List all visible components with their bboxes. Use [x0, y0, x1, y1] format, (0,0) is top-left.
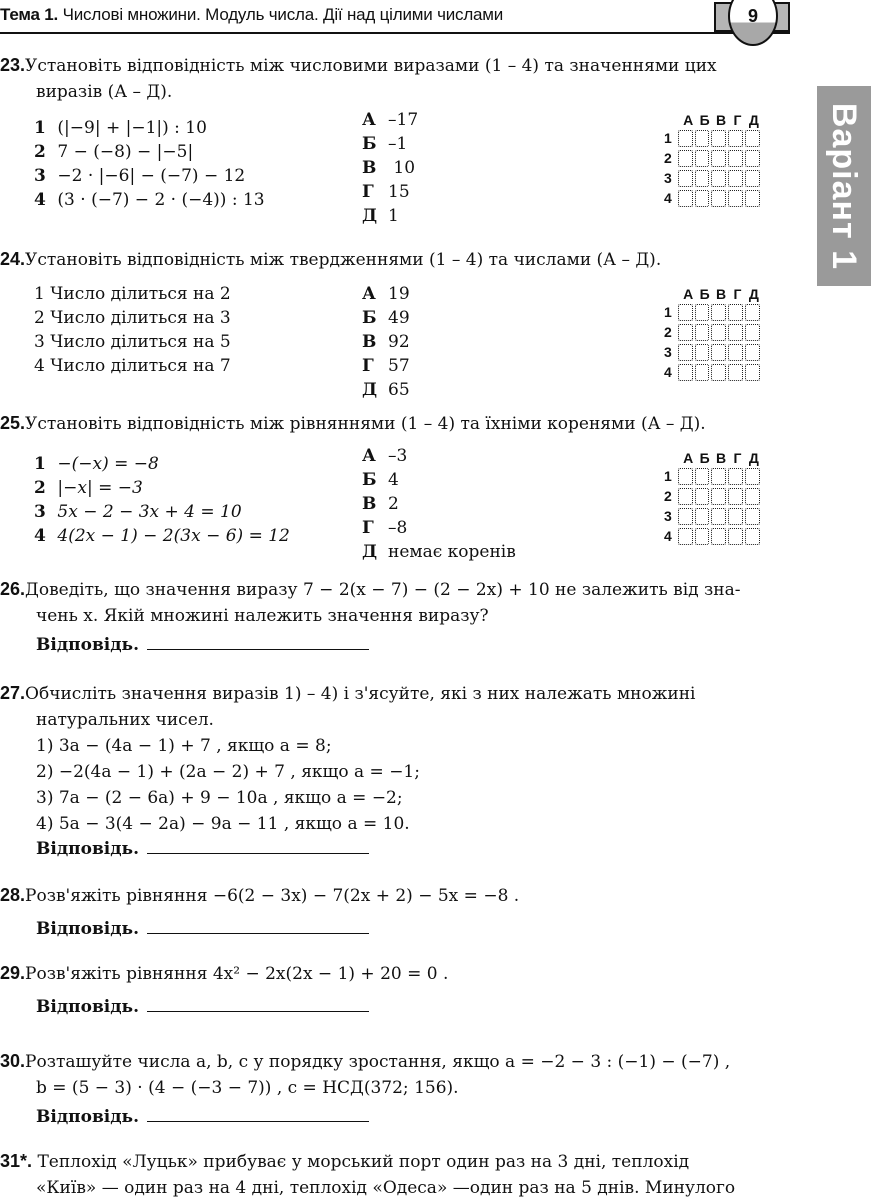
- answer-checkbox[interactable]: [678, 324, 693, 341]
- answer-grid-23: [662, 112, 762, 208]
- topic-title: Числові множини. Модуль числа. Дії над цілими числами: [62, 5, 504, 24]
- option-value: 65: [388, 380, 410, 400]
- grid-column-label: А: [683, 112, 694, 128]
- task-number: 28.: [0, 885, 26, 905]
- option-letter: В: [362, 332, 377, 352]
- item-text: (3 · (−7) − 2 · (−4)) : 13: [57, 190, 265, 210]
- task-text: Розв'яжіть рівняння 4x² − 2x(2x − 1) + 20 = 0 .: [25, 964, 449, 984]
- answer-checkbox[interactable]: [711, 150, 726, 167]
- list-item: [34, 330, 231, 354]
- item-number: 2: [34, 142, 46, 162]
- answer-checkbox[interactable]: [711, 344, 726, 361]
- grid-column-label: Г: [733, 286, 742, 302]
- option-value: 15: [388, 182, 410, 202]
- list-item: [34, 164, 265, 188]
- item-number: 1: [34, 284, 45, 304]
- grid-row-label: 4: [664, 364, 672, 380]
- option-letter: Д: [362, 380, 378, 400]
- option-letter: В: [362, 494, 377, 514]
- option-letter: А: [362, 446, 376, 466]
- list-item: [34, 282, 231, 306]
- answer-grid-25: [662, 450, 762, 546]
- task-31: [0, 1148, 800, 1200]
- answer-checkbox[interactable]: [711, 324, 726, 341]
- item-number: 4: [34, 190, 46, 210]
- task-24: [0, 246, 800, 273]
- answer-row-29: [36, 996, 369, 1017]
- page-header: [0, 0, 790, 34]
- answer-checkbox[interactable]: [728, 468, 743, 485]
- option: [362, 282, 410, 306]
- answer-checkbox[interactable]: [695, 468, 710, 485]
- answer-checkbox[interactable]: [728, 324, 743, 341]
- grid-row: [662, 526, 762, 546]
- answer-checkbox[interactable]: [728, 170, 743, 187]
- item-text: Число ділиться на 3: [50, 308, 231, 328]
- list-item: [34, 354, 231, 378]
- answer-row-26: [36, 634, 369, 655]
- answer-checkbox[interactable]: [711, 468, 726, 485]
- task-27-items: [0, 733, 800, 837]
- option-letter: В: [362, 158, 377, 178]
- answer-checkbox[interactable]: [695, 508, 710, 525]
- page-number: 9: [747, 6, 758, 26]
- option-value: 19: [388, 284, 410, 304]
- answer-checkbox[interactable]: [678, 304, 693, 321]
- answer-checkbox[interactable]: [728, 130, 743, 147]
- answer-checkbox[interactable]: [695, 130, 710, 147]
- grid-column-headers: [680, 450, 762, 466]
- answer-checkbox[interactable]: [695, 488, 710, 505]
- list-item: 1) 3a − (4a − 1) + 7 , якщо a = 8;: [36, 736, 332, 756]
- item-text: 7 − (−8) − |−5|: [57, 142, 194, 162]
- option-letter: Д: [362, 542, 378, 562]
- grid-row: [662, 506, 762, 526]
- item-text: 5x − 2 − 3x + 4 = 10: [57, 502, 242, 522]
- option-letter: Г: [362, 518, 374, 538]
- option: [362, 540, 516, 564]
- task-23-options: [362, 108, 418, 228]
- grid-row-label: 2: [664, 488, 672, 504]
- answer-checkbox[interactable]: [695, 304, 710, 321]
- task-number: 26.: [0, 579, 26, 599]
- item-number: 4: [34, 356, 45, 376]
- answer-checkbox[interactable]: [745, 344, 760, 361]
- grid-column-label: Г: [733, 112, 742, 128]
- grid-row-label: 2: [664, 150, 672, 166]
- task-23: [0, 52, 800, 105]
- task-number: 31*.: [0, 1151, 33, 1171]
- task-text: Установіть відповідність між рівняннями (1 – 4) та їхніми коренями (А – Д).: [25, 414, 706, 434]
- option-letter: Б: [362, 134, 377, 154]
- task-26: [0, 576, 800, 629]
- grid-column-label: Д: [748, 286, 759, 302]
- item-number: 1: [34, 118, 46, 138]
- answer-checkbox[interactable]: [728, 528, 743, 545]
- option: [362, 180, 418, 204]
- item-number: 3: [34, 332, 45, 352]
- answer-checkbox[interactable]: [711, 190, 726, 207]
- option-letter: Б: [362, 470, 377, 490]
- task-27: [0, 680, 800, 837]
- task-text: Доведіть, що значення виразу 7 − 2(x − 7) − (2 − 2x) + 10 не залежить від зна-: [25, 580, 741, 600]
- item-text: (|−9| + |−1|) : 10: [57, 118, 207, 138]
- answer-checkbox[interactable]: [728, 344, 743, 361]
- task-number: 23.: [0, 55, 26, 75]
- task-25: [0, 410, 800, 437]
- grid-column-headers: [680, 286, 762, 302]
- answer-row-28: [36, 918, 369, 939]
- grid-row: [662, 188, 762, 208]
- task-text: Установіть відповідність між числовими виразами (1 – 4) та значеннями цих: [25, 56, 717, 76]
- list-item: 2) −2(4a − 1) + (2a − 2) + 7 , якщо a = −1;: [36, 762, 420, 782]
- task-number: 25.: [0, 413, 26, 433]
- answer-row-30: [36, 1106, 369, 1127]
- answer-checkbox[interactable]: [678, 190, 693, 207]
- option-value: 4: [388, 470, 399, 490]
- option-letter: Г: [362, 356, 374, 376]
- grid-row: [662, 486, 762, 506]
- task-text: Розв'яжіть рівняння −6(2 − 3x) − 7(2x + 2) − 5x = −8 .: [25, 886, 520, 906]
- item-number: 2: [34, 478, 46, 498]
- item-text: −(−x) = −8: [57, 454, 159, 474]
- grid-column-label: А: [683, 450, 694, 466]
- task-text-cont: натуральних чисел.: [36, 710, 214, 730]
- grid-column-label: Д: [748, 112, 759, 128]
- grid-column-label: Д: [748, 450, 759, 466]
- answer-checkbox[interactable]: [745, 170, 760, 187]
- answer-checkbox[interactable]: [678, 468, 693, 485]
- item-text: Число ділиться на 2: [50, 284, 231, 304]
- task-29: [0, 960, 800, 987]
- answer-field[interactable]: [147, 996, 369, 1012]
- grid-row-label: 1: [664, 304, 672, 320]
- task-text-cont: «Київ» — один раз на 4 дні, теплохід «Одеса» —один раз на 5 днів. Минулого: [36, 1178, 736, 1198]
- grid-column-label: Б: [699, 112, 710, 128]
- task-text-cont: чень x. Якій множині належить значення виразу?: [36, 606, 489, 626]
- answer-checkbox[interactable]: [678, 150, 693, 167]
- option-value: –17: [388, 110, 419, 130]
- item-text: |−x| = −3: [57, 478, 143, 498]
- grid-row-label: 3: [664, 508, 672, 524]
- variant-label: Варіант 1: [825, 102, 864, 270]
- answer-checkbox[interactable]: [728, 150, 743, 167]
- grid-row: [662, 128, 762, 148]
- task-30: [0, 1048, 800, 1101]
- item-number: 3: [34, 502, 46, 522]
- answer-label: Відповідь.: [36, 635, 139, 655]
- item-number: 2: [34, 308, 45, 328]
- list-item: [34, 140, 265, 164]
- option-value: 10: [388, 158, 416, 178]
- answer-checkbox[interactable]: [695, 324, 710, 341]
- list-item: 4) 5a − 3(4 − 2a) − 9a − 11 , якщо a = 10.: [36, 814, 410, 834]
- grid-column-label: В: [715, 112, 727, 128]
- answer-checkbox[interactable]: [695, 170, 710, 187]
- task-28: [0, 882, 800, 909]
- grid-row-label: 3: [664, 170, 672, 186]
- topic-heading: [0, 5, 503, 25]
- option: [362, 132, 418, 156]
- grid-row-label: 4: [664, 528, 672, 544]
- grid-row: [662, 322, 762, 342]
- option-value: –1: [388, 134, 408, 154]
- grid-row: [662, 362, 762, 382]
- task-text-cont: b = (5 − 3) · (4 − (−3 − 7)) , c = НСД(372; 156).: [36, 1078, 459, 1098]
- grid-row-label: 1: [664, 468, 672, 484]
- option: [362, 444, 516, 468]
- grid-row: [662, 148, 762, 168]
- grid-column-headers: [680, 112, 762, 128]
- answer-checkbox[interactable]: [745, 150, 760, 167]
- answer-checkbox[interactable]: [678, 364, 693, 381]
- task-24-items: [34, 282, 231, 378]
- answer-checkbox[interactable]: [745, 304, 760, 321]
- item-text: Число ділиться на 7: [50, 356, 231, 376]
- option: [362, 108, 418, 132]
- task-text-cont: виразів (А – Д).: [36, 82, 173, 102]
- answer-field[interactable]: [147, 1106, 369, 1122]
- grid-row-label: 3: [664, 344, 672, 360]
- option-value: –3: [388, 446, 408, 466]
- grid-column-label: В: [715, 450, 727, 466]
- grid-row: [662, 302, 762, 322]
- option: [362, 492, 516, 516]
- answer-checkbox[interactable]: [695, 528, 710, 545]
- option-value: –8: [388, 518, 408, 538]
- list-item: [34, 500, 290, 524]
- answer-label: Відповідь.: [36, 839, 139, 859]
- answer-checkbox[interactable]: [745, 324, 760, 341]
- answer-checkbox[interactable]: [678, 528, 693, 545]
- task-text: Теплохід «Луцьк» прибуває у морський порт один раз на 3 дні, теплохід: [37, 1152, 690, 1172]
- task-number: 30.: [0, 1051, 26, 1071]
- option: [362, 516, 516, 540]
- task-24-options: [362, 282, 410, 402]
- answer-checkbox[interactable]: [695, 344, 710, 361]
- option: [362, 354, 410, 378]
- answer-checkbox[interactable]: [728, 488, 743, 505]
- grid-column-label: В: [715, 286, 727, 302]
- answer-label: Відповідь.: [36, 919, 139, 939]
- answer-checkbox[interactable]: [728, 508, 743, 525]
- answer-checkbox[interactable]: [728, 364, 743, 381]
- answer-checkbox[interactable]: [745, 488, 760, 505]
- option-value: 92: [388, 332, 410, 352]
- variant-tab-text-wrap: [817, 86, 871, 286]
- answer-row-27: [36, 838, 369, 859]
- item-text: Число ділиться на 5: [50, 332, 231, 352]
- answer-checkbox[interactable]: [745, 508, 760, 525]
- grid-row: [662, 168, 762, 188]
- option-value: 49: [388, 308, 410, 328]
- grid-column-label: Г: [733, 450, 742, 466]
- option-value: 57: [388, 356, 410, 376]
- answer-checkbox[interactable]: [678, 130, 693, 147]
- grid-column-label: А: [683, 286, 694, 302]
- option-letter: А: [362, 284, 376, 304]
- list-item: 3) 7a − (2 − 6a) + 9 − 10a , якщо a = −2;: [36, 788, 403, 808]
- answer-checkbox[interactable]: [711, 488, 726, 505]
- option: [362, 378, 410, 402]
- grid-row-label: 1: [664, 130, 672, 146]
- option-letter: Б: [362, 308, 377, 328]
- option: [362, 204, 418, 228]
- list-item: [34, 452, 290, 476]
- answer-checkbox[interactable]: [728, 304, 743, 321]
- answer-field[interactable]: [147, 838, 369, 854]
- answer-checkbox[interactable]: [695, 150, 710, 167]
- answer-checkbox[interactable]: [745, 468, 760, 485]
- task-text: Розташуйте числа a, b, c у порядку зростання, якщо a = −2 − 3 : (−1) − (−7) ,: [25, 1052, 731, 1072]
- option: [362, 330, 410, 354]
- answer-field[interactable]: [147, 918, 369, 934]
- task-text: Обчисліть значення виразів 1) – 4) і з'ясуйте, які з них належать множині: [25, 684, 696, 704]
- answer-checkbox[interactable]: [678, 344, 693, 361]
- grid-row-label: 4: [664, 190, 672, 206]
- task-number: 29.: [0, 963, 26, 983]
- task-number: 24.: [0, 249, 26, 269]
- answer-checkbox[interactable]: [745, 190, 760, 207]
- item-number: 1: [34, 454, 46, 474]
- answer-checkbox[interactable]: [711, 364, 726, 381]
- answer-checkbox[interactable]: [711, 508, 726, 525]
- list-item: [34, 306, 231, 330]
- task-text: Установіть відповідність між твердженнями (1 – 4) та числами (А – Д).: [25, 250, 662, 270]
- option: [362, 468, 516, 492]
- grid-column-label: Б: [699, 450, 710, 466]
- option-letter: Г: [362, 182, 374, 202]
- item-number: 4: [34, 526, 46, 546]
- topic-label: Тема 1.: [0, 5, 59, 24]
- answer-checkbox[interactable]: [711, 130, 726, 147]
- option-value: 1: [388, 206, 399, 226]
- option: [362, 306, 410, 330]
- answer-checkbox[interactable]: [678, 170, 693, 187]
- answer-checkbox[interactable]: [678, 488, 693, 505]
- answer-checkbox[interactable]: [745, 130, 760, 147]
- option-value: немає коренів: [388, 542, 516, 562]
- list-item: [34, 524, 290, 548]
- item-number: 3: [34, 166, 46, 186]
- task-23-items: [34, 116, 265, 212]
- grid-column-label: Б: [699, 286, 710, 302]
- option-letter: Д: [362, 206, 378, 226]
- item-text: −2 · |−6| − (−7) − 12: [57, 166, 246, 186]
- grid-row: [662, 342, 762, 362]
- answer-checkbox[interactable]: [745, 364, 760, 381]
- option: [362, 156, 418, 180]
- answer-field[interactable]: [147, 634, 369, 650]
- list-item: [34, 476, 290, 500]
- answer-grid-24: [662, 286, 762, 382]
- list-item: [34, 116, 265, 140]
- answer-label: Відповідь.: [36, 997, 139, 1017]
- item-text: 4(2x − 1) − 2(3x − 6) = 12: [57, 526, 290, 546]
- answer-checkbox[interactable]: [745, 528, 760, 545]
- task-number: 27.: [0, 683, 26, 703]
- answer-checkbox[interactable]: [695, 364, 710, 381]
- grid-row-label: 2: [664, 324, 672, 340]
- task-25-options: [362, 444, 516, 564]
- answer-label: Відповідь.: [36, 1107, 139, 1127]
- list-item: [34, 188, 265, 212]
- answer-checkbox[interactable]: [678, 508, 693, 525]
- option-value: 2: [388, 494, 399, 514]
- answer-checkbox[interactable]: [695, 190, 710, 207]
- answer-checkbox[interactable]: [711, 528, 726, 545]
- task-25-items: [34, 452, 290, 548]
- answer-checkbox[interactable]: [711, 170, 726, 187]
- grid-row: [662, 466, 762, 486]
- answer-checkbox[interactable]: [711, 304, 726, 321]
- option-letter: А: [362, 110, 376, 130]
- answer-checkbox[interactable]: [728, 190, 743, 207]
